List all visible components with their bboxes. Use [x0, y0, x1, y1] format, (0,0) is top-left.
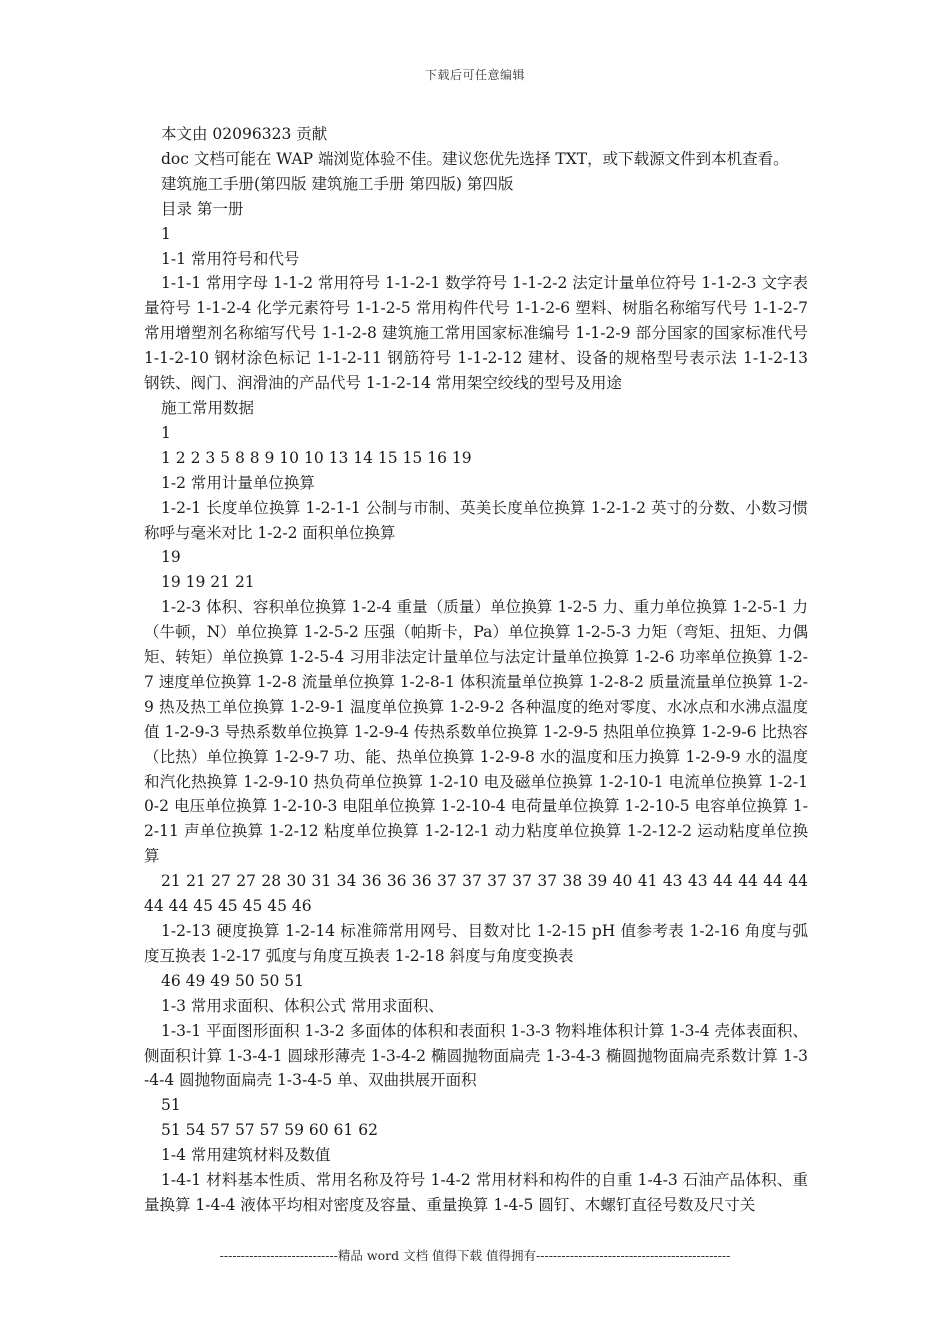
- toc-entries: 1-4-1 材料基本性质、常用名称及符号 1-4-2 常用材料和构件的自重 1-4-3 石油产品体积、重量换算 1-4-4 液体平均相对密度及容量、重量换算 1-4-5 圆钉、木螺钉直径号数及尺寸关: [144, 1171, 808, 1214]
- toc-entries: 1-2-13 硬度换算 1-2-14 标准筛常用网号、目数对比 1-2-15 pH 值参考表 1-2-16 角度与弧度互换表 1-2-17 弧度与角度互换表 1-2-18 斜度与角度变换表: [144, 922, 808, 965]
- page-number-line: 21 21 27 27 28 30 31 34 36 36 36 37 37 37 37 37 38 39 40 41 43 43 44 44 44 44 44 44 45 45 45 45 46: [144, 872, 808, 916]
- toc-heading: 目录 第一册: [161, 199, 244, 218]
- contributor-line: 本文由 02096323 贡献: [161, 125, 328, 143]
- section-heading: 1-3 常用求面积、体积公式 常用求面积、: [161, 996, 444, 1015]
- section-heading: 1-2 常用计量单位换算: [161, 473, 315, 492]
- book-title: 建筑施工手册(第四版 建筑施工手册 第四版) 第四版: [161, 174, 514, 193]
- section-heading: 1-1 常用符号和代号: [161, 249, 300, 268]
- page-number-line: 19 19 21 21: [161, 573, 255, 592]
- page-header: 下载后可任意编辑: [424, 68, 525, 82]
- page-number-line: 19: [161, 548, 181, 567]
- toc-entries: 1-3-1 平面图形面积 1-3-2 多面体的体积和表面积 1-3-3 物料堆体积计算 1-3-4 壳体表面积、侧面积计算 1-3-4-1 圆球形薄壳 1-3-4-2 椭圆抛物面扁壳 1-3-4-3 椭圆抛物面扁壳系数计算 1-3-4-4 圆抛物面扁壳 1-3-4-5 单、双曲拱展开面积: [144, 1021, 808, 1090]
- page-number-line: 51: [161, 1096, 181, 1115]
- toc-entries: 1-2-3 体积、容积单位换算 1-2-4 重量（质量）单位换算 1-2-5 力、重力单位换算 1-2-5-1 力（牛顿，N）单位换算 1-2-5-2 压强（帕斯卡，Pa）单位换算 1-2-5-3 力矩（弯矩、扭矩、力偶矩、转矩）单位换算 1-2-5-4 习用非法定计量单位与法定计量单位换算 1-2-6 功率单位换算 1-2-7 速度单位换算 1-2-8 流量单位换算 1-2-8-1 体积流量单位换算 1-2-8-2 质量流量单位换算 1-2-9 热及热工单位换算 1-2-9-1 温度单位换算 1-2-9-2 各种温度的绝对零度、水冰点和水沸点温度值 1-2-9-3 导热系数单位换算 1-2-9-4 传热系数单位换算 1-2-9-5 热阻单位换算 1-2-9-6 比热容（比热）单位换算 1-2-9-7 功、能、热单位换算 1-2-9-8 水的温度和压力换算 1-2-9-9 水的温度和汽化热换算 1-2-9-10 热负荷单位换算 1-2-10 电及磁单位换算 1-2-10-1 电流单位换算 1-2-10-2 电压单位换算 1-2-10-3 电阻单位换算 1-2-10-4 电荷量单位换算 1-2-10-5 电容单位换算 1-2-11 声单位换算 1-2-12 粘度单位换算 1-2-12-1 动力粘度单位换算 1-2-12-2 运动粘度单位换算: [144, 598, 808, 866]
- section-heading: 施工常用数据: [161, 398, 255, 417]
- page-number-line: 1 2 2 3 5 8 8 9 10 10 13 14 15 15 16 19: [161, 448, 472, 467]
- toc-entries: 1-1-1 常用字母 1-1-2 常用符号 1-1-2-1 数学符号 1-1-2-2 法定计量单位符号 1-1-2-3 文字表量符号 1-1-2-4 化学元素符号 1-1-2-5 常用构件代号 1-1-2-6 塑料、树脂名称缩写代号 1-1-2-7 常用增塑剂名称缩写代号 1-1-2-8 建筑施工常用国家标准编号 1-1-2-9 部分国家的国家标准代号 1-1-2-10 钢材涂色标记 1-1-2-11 钢筋符号 1-1-2-12 建材、设备的规格型号表示法 1-1-2-13 钢铁、阀门、润滑油的产品代号 1-1-2-14 常用架空绞线的型号及用途: [144, 274, 808, 393]
- page-number-line: 51 54 57 57 57 59 60 61 62: [161, 1121, 378, 1140]
- notice-line: doc 文档可能在 WAP 端浏览体验不佳。建议您优先选择 TXT，或下载源文件到本机查看。: [161, 149, 789, 168]
- document-body: [144, 122, 808, 1218]
- page-number-line: 1: [161, 423, 171, 442]
- page-number-line: 46 49 49 50 50 51: [161, 971, 304, 990]
- page-footer: ----------------------------精品 word 文档 值得下载 值得拥有----------------------------------------------: [219, 1248, 731, 1263]
- page-number-line: 1: [161, 224, 171, 243]
- section-heading: 1-4 常用建筑材料及数值: [161, 1146, 331, 1165]
- toc-entries: 1-2-1 长度单位换算 1-2-1-1 公制与市制、英美长度单位换算 1-2-1-2 英寸的分数、小数习惯称呼与毫米对比 1-2-2 面积单位换算: [144, 498, 808, 542]
